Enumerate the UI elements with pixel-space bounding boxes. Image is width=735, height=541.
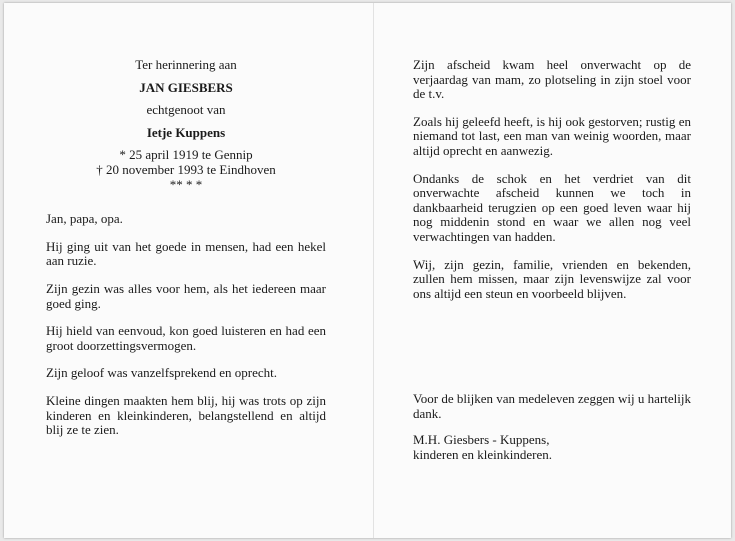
right-paragraph: Zoals hij geleefd heeft, is hij ook gestorven; rustig en niemand tot last, een man van weinig woorden, maar altijd oprecht en aanwezig.	[413, 113, 691, 158]
death-line: † 20 november 1993 te Eindhoven	[96, 161, 276, 177]
thanks-block	[413, 392, 691, 462]
left-paragraph: Hij ging uit van het goede in mensen, had een hekel aan ruzie.	[46, 238, 326, 269]
signature: M.H. Giesbers - Kuppens,	[413, 432, 550, 448]
left-paragraph: Zijn geloof was vanzelfsprekend en oprecht.	[46, 365, 278, 381]
right-paragraph: Ondanks de schok en het verdriet van dit onverwachte afscheid kunnen we toch in dankbaarheid terugzien op een goed leven waar hij nog middenin stond en waar we allen nog veel verwachtingen van hadden.	[413, 170, 691, 244]
thanks-text: Voor de blijken van medeleven zeggen wij u hartelijk dank.	[413, 391, 691, 421]
left-paragraph: Kleine dingen maakten hem blij, hij was trots op zijn kinderen en kleinkinderen, belangstellend en altijd blij ze te zien.	[46, 392, 326, 438]
left-paragraph: Jan, papa, opa.	[46, 211, 123, 227]
birth-line: * 25 april 1919 te Gennip	[119, 147, 253, 163]
spouse-intro: echtgenoot van	[146, 102, 226, 118]
left-page	[46, 58, 326, 451]
right-page	[413, 58, 691, 314]
left-paragraph: Zijn gezin was alles voor hem, als het iedereen maar goed ging.	[46, 280, 326, 311]
header-intro: Ter herinnering aan	[135, 57, 237, 72]
separator-stars: ** * *	[169, 176, 203, 192]
left-paragraph: Hij hield van eenvoud, kon goed luisteren en had een groot doorzettingsvermogen.	[46, 323, 326, 353]
right-paragraph: Wij, zijn gezin, familie, vrienden en bekenden, zullen hem missen, maar zijn levenswijze zal voor ons altijd een steun en voorbeeld blijven.	[413, 256, 691, 301]
spouse-name: Ietje Kuppens	[146, 124, 226, 140]
deceased-name: JAN GIESBERS	[139, 79, 233, 95]
family-line: kinderen en kleinkinderen.	[413, 446, 552, 462]
header-block	[46, 58, 326, 192]
card-fold	[373, 3, 374, 538]
right-paragraph: Zijn afscheid kwam heel onverwacht op de verjaardag van mam, zo plotseling in zijn stoel voor de t.v.	[413, 57, 691, 102]
